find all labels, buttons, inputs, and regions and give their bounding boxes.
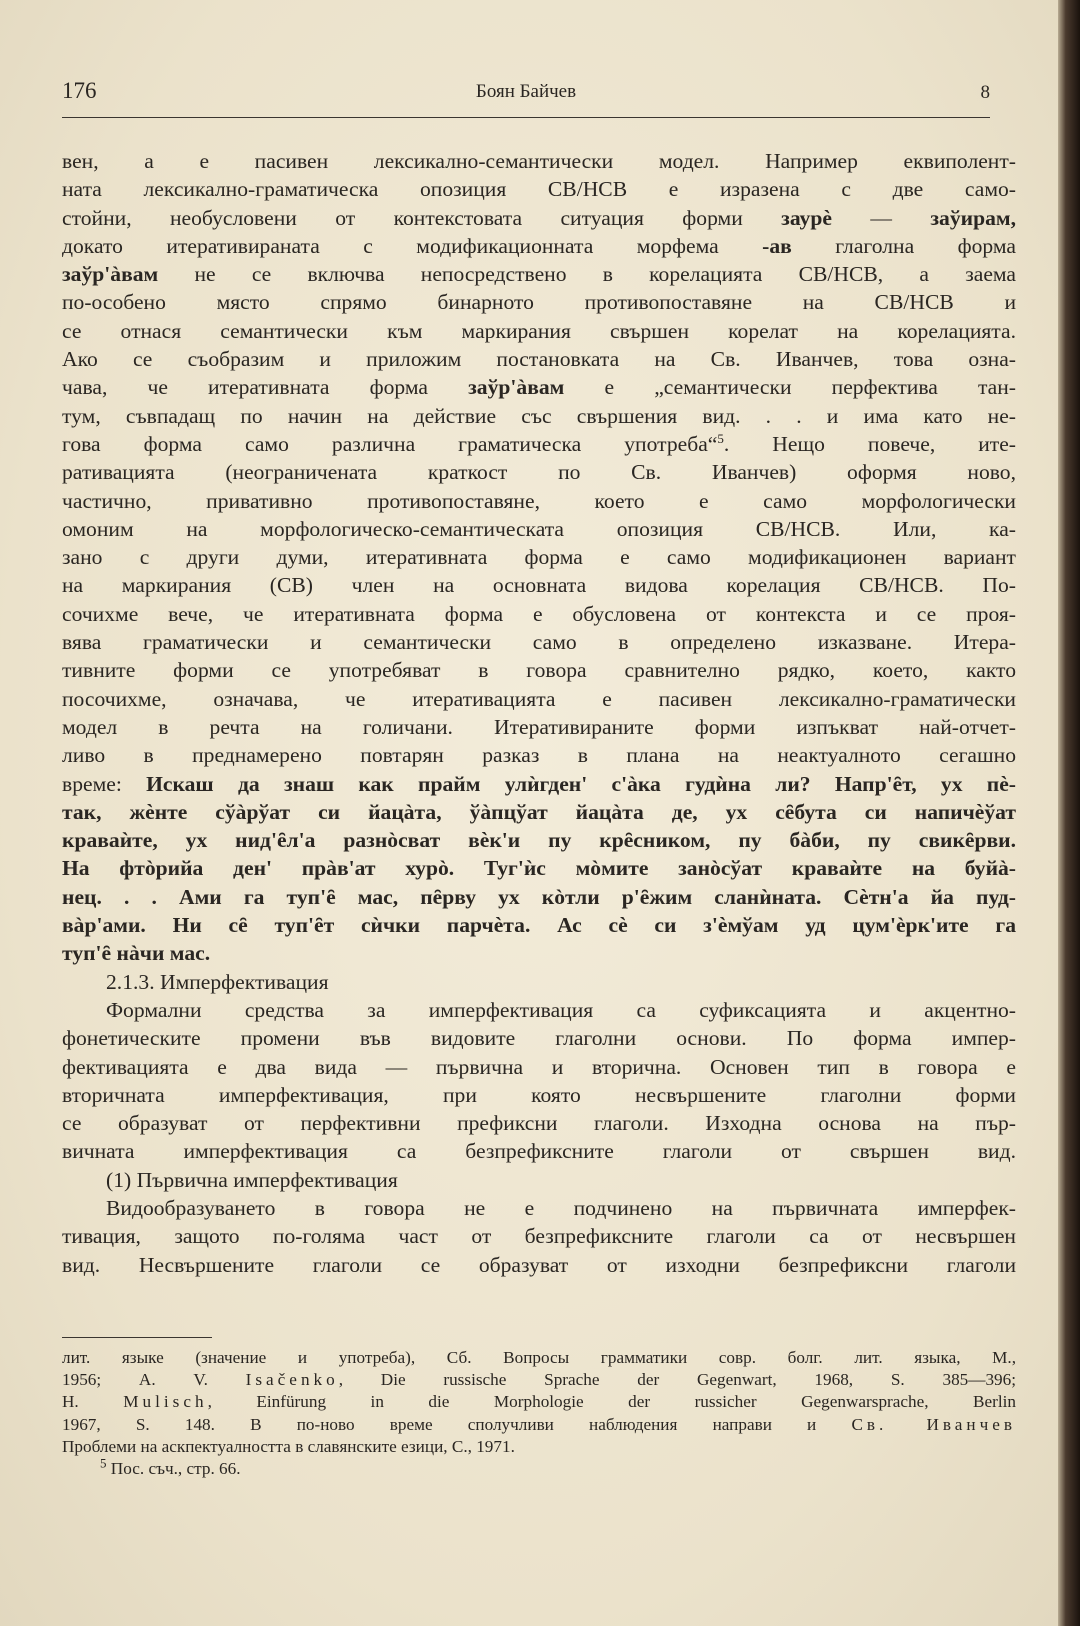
text-line: вторичната имперфективация, при която несвършените глаголни форми bbox=[62, 1082, 1016, 1107]
dialect-text-line: краваѝте, ух нид'ȇл'а разнòсват вѐк'и пу крȇсником, пу бàби, пу свикȇрви. bbox=[62, 828, 1016, 853]
text-line: докато итеративираната с модификационната морфема -ав глаголна форма bbox=[62, 233, 1016, 258]
footnotes bbox=[62, 1347, 1016, 1480]
text-line: Видообразуването в говора не е подчинено на първичната имперфек- bbox=[106, 1195, 1016, 1220]
dialect-text-line: На фтòрийа ден' прàв'ат хурò. Туг'ѝс мòмите занòсўат краваѝте на буйà- bbox=[62, 856, 1016, 881]
subsection-heading: (1) Първична имперфективация bbox=[106, 1167, 398, 1192]
dialect-text-line: так, жѐнте сўàрўат си йацàта, ўàпцўат йацàта де, ух сȇбута си напичѐўат bbox=[62, 799, 1016, 824]
book-spine-shadow bbox=[1058, 0, 1080, 1626]
text-line: заўр'àвам не се включва непосредствено в корелацията СВ/НСВ, а заема bbox=[62, 262, 1016, 287]
page-header bbox=[62, 74, 990, 114]
main-text bbox=[62, 147, 1016, 1279]
footnote-line: 1967, S. 148. В по-ново време сполучливи наблюдения направи и Св. Иванчев bbox=[62, 1414, 1016, 1434]
text-line: се образуват от перфективни префиксни глаголи. Изходна основа на пър- bbox=[62, 1111, 1016, 1136]
text-line: ната лексикално-граматическа опозиция СВ/НСВ е изразена с две само- bbox=[62, 177, 1016, 202]
text-line: стойни, необусловени от контекстовата ситуация форми заурѐ — заўирам, bbox=[62, 205, 1016, 230]
text-line: Ако се съобразим и приложим постановката на Св. Иванчев, това озна- bbox=[62, 347, 1016, 372]
text-line: вид. Несвършените глаголи се образуват от изходни безпрефиксни глаголи bbox=[62, 1252, 1016, 1277]
dialect-text-line: нец. . . Ами га туп'ȇ мас, пȇрву ух кòтли р'ȇжим сланѝната. Сѐтн'а йа пуд- bbox=[62, 884, 1016, 909]
text-line: вичната имперфективация са безпрефиксните глаголи от свършен вид. bbox=[62, 1139, 1016, 1164]
text-line: омоним на морфологическо-семантическата опозиция СВ/НСВ. Или, ка- bbox=[62, 516, 1016, 541]
text-line: посочихме, означава, че итеративацията е пасивен лексикално-граматически bbox=[62, 686, 1016, 711]
text-line: зано с други думи, итеративната форма е само модификационен вариант bbox=[62, 545, 1016, 570]
section-heading: 2.1.3. Имперфективация bbox=[106, 969, 329, 994]
text-line: ративацията (неограничената краткост по Св. Иванчев) оформя ново, bbox=[62, 460, 1016, 485]
section-number: 8 bbox=[980, 82, 990, 103]
footnote-line: 1956; А. V. Isačenko, Die russische Sprache der Gegenwart, 1968, S. 385—396; bbox=[62, 1370, 1016, 1390]
text-line: ливо в преднамерено повтарян разказ в плана на неактуалното сегашно bbox=[62, 743, 1016, 768]
footnote-line: Проблеми на аскпектуалността в славянските езици, С., 1971. bbox=[62, 1436, 515, 1456]
footnote-5: $^5$ Пос. съч., стр. 66. bbox=[100, 1457, 241, 1478]
page-number: 176 bbox=[62, 78, 97, 103]
text-line: тум, съвпадащ по начин на действие със свършения вид. . . и има като не- bbox=[62, 403, 1016, 428]
footnote-line: лит. языке (значение и употреба), Сб. Вопросы грамматики совр. болг. лит. языка, М., bbox=[62, 1348, 1016, 1367]
dialect-text-line: вàр'ами. Ни сȇ туп'ȇт сѝчки парчѐта. Ас сѐ си з'ѐмўам уд цум'èрк'ите га bbox=[62, 913, 1016, 938]
text-line: тивация, защото по-голяма част от безпрефиксните глаголи са от несвършен bbox=[62, 1224, 1016, 1249]
text-line: чава, че итеративната форма заўр'àвам е „семантически перфектива тан- bbox=[62, 375, 1016, 400]
text-line: на маркирания (СВ) член на основната видова корелация СВ/НСВ. По- bbox=[62, 573, 1016, 598]
text-line: Формални средства за имперфективация са суфиксацията и акцентно- bbox=[106, 997, 1016, 1022]
text-line: вен, а е пасивен лексикално-семантически модел. Например еквиполент- bbox=[62, 149, 1016, 173]
footnote-ref: 5 bbox=[717, 430, 724, 446]
text-line: фективацията е два вида — първична и вторична. Основен тип в говора е bbox=[62, 1054, 1016, 1079]
text-line: се отнася семантически към маркирания свършен корелат на корелацията. bbox=[62, 318, 1016, 343]
text-line: тивните форми се употребяват в говора сравнително рядко, което, както bbox=[62, 658, 1016, 683]
text-line: вява граматически и семантически само в определено изказване. Итера- bbox=[62, 630, 1016, 655]
text-line: модел в речта на голичани. Итеративираните форми изпъкват най-отчет- bbox=[62, 714, 1016, 739]
text-line: фонетическите промени във видовите глаголни основи. По форма импер- bbox=[62, 1026, 1016, 1051]
footnote-line: H. Mulisch, Einfürung in die Morphologie der russicher Gegenwarsprache, Berlin bbox=[62, 1392, 1016, 1412]
dialect-text-line: туп'ȇ нàчи мас. bbox=[62, 941, 211, 966]
dialect-text-line: време: Искаш да знаш как прайм улѝгден' с'àка гудѝна ли? Напр'ȇт, ух пѐ- bbox=[62, 771, 1016, 796]
footnote-rule bbox=[62, 1337, 212, 1338]
text-line: сочихме вече, че итеративната форма е обусловена от контекста и се проя- bbox=[62, 601, 1016, 626]
text-line: частично, привативно противопоставяне, което е само морфологически bbox=[62, 488, 1016, 513]
header-rule bbox=[62, 117, 990, 118]
text-line: по-особено място спрямо бинарното противопоставяне на СВ/НСВ и bbox=[62, 290, 1016, 315]
running-title: Боян Байчев bbox=[475, 81, 577, 102]
text-line: гова форма само различна граматическа употреба“$^5$. Нещо повече, ите- bbox=[62, 430, 1016, 456]
